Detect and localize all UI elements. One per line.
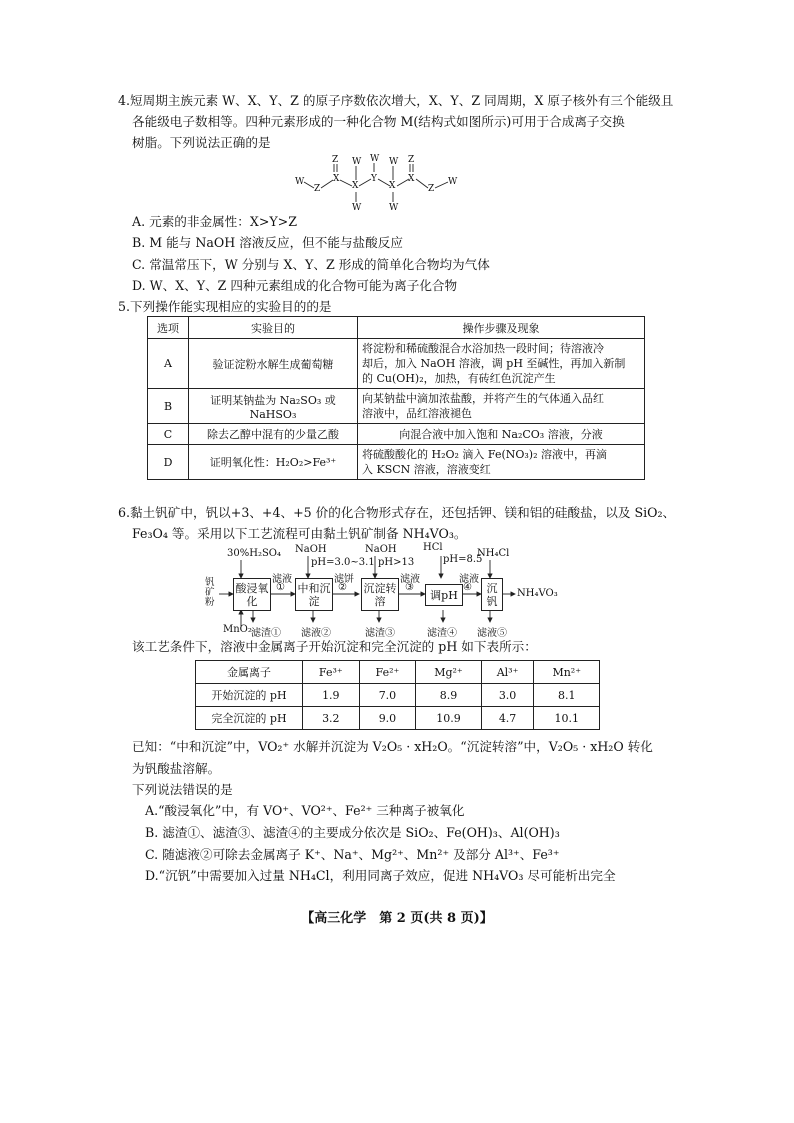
flow-reagent-5: NH₄Cl xyxy=(477,548,510,559)
flow-label: ① xyxy=(276,582,285,593)
table-cell: 10.9 xyxy=(416,707,481,730)
flow-condition-3: pH=8.5 xyxy=(443,554,483,565)
page-footer: 【高三化学 第 2 页(共 8 页)】 xyxy=(301,911,493,926)
flow-box-precipitate-v: 沉钒 xyxy=(481,578,503,611)
q6-ph-table xyxy=(195,660,600,730)
q5-opt: B xyxy=(148,389,189,424)
table-cell: Al³⁺ xyxy=(481,661,534,684)
flow-below-residue-3: 滤渣③ xyxy=(365,628,395,639)
q6-ask: 下列说法错误的是 xyxy=(132,782,233,797)
q5-header-aim: 实验目的 xyxy=(189,317,358,339)
table-cell: Fe²⁺ xyxy=(359,661,416,684)
table-cell: 8.9 xyxy=(416,684,481,707)
flow-product: NH₄VO₃ xyxy=(517,588,558,599)
table-row xyxy=(148,389,645,424)
q5-header-option: 选项 xyxy=(148,317,189,339)
q6-known-line-2: 为钒酸盐溶解。 xyxy=(132,761,221,776)
table-cell: 完全沉淀的 pH xyxy=(196,707,303,730)
table-cell: 4.7 xyxy=(481,707,534,730)
q6-option-d: D.“沉钒”中需要加入过量 NH₄Cl，利用同离子效应，促进 NH₄VO₃ 尽可能析出完全 xyxy=(145,868,616,883)
q5-aim: 证明某钠盐为 Na₂SO₃ 或 NaHSO₃ xyxy=(189,389,358,424)
table-row xyxy=(196,707,600,730)
flow-reagent-2: NaOH xyxy=(295,544,327,555)
flow-box-neutralize: 中和沉淀 xyxy=(295,578,333,611)
q5-header-ops: 操作步骤及现象 xyxy=(358,317,645,339)
table-cell: 10.1 xyxy=(534,707,600,730)
flow-label: 滤液 xyxy=(459,574,479,585)
q4-option-c: C. 常温常压下，W 分别与 X、Y、Z 形成的简单化合物均为气体 xyxy=(132,257,490,272)
flow-feed: 钒矿粉 xyxy=(205,577,215,608)
q6-stem-line-1: 6.黏土钒矿中，钒以+3、+4、+5 价的化合物形式存在，还包括钾、镁和铝的硅酸盐，以及 SiO₂、 xyxy=(118,505,676,520)
flow-condition-1: pH=3.0~3.1 xyxy=(311,557,375,568)
flow-reagent-3: NaOH xyxy=(365,544,397,555)
flow-label: ③ xyxy=(405,582,414,593)
q4-stem-line-2: 各能级电子数相等。四种元素形成的一种化合物 M(结构式如图所示)可用于合成离子交换 xyxy=(132,114,625,129)
atom-x: X xyxy=(333,174,340,184)
q5-ops xyxy=(358,445,645,480)
q4-option-a: A. 元素的非金属性：X>Y>Z xyxy=(132,214,297,229)
table-row xyxy=(148,445,645,480)
flow-label: ④ xyxy=(463,582,472,593)
flow-below-residue-1: 滤渣① xyxy=(251,628,281,639)
flow-box-acid-leach: 酸浸氧化 xyxy=(233,578,271,611)
q4-option-b: B. M 能与 NaOH 溶液反应，但不能与盐酸反应 xyxy=(132,235,403,250)
table-cell: 1.9 xyxy=(303,684,360,707)
flow-below-filtrate-2: 滤液② xyxy=(301,628,331,639)
q5-ops xyxy=(358,389,645,424)
atom-z: Z xyxy=(408,155,415,165)
q6-flow-diagram xyxy=(205,542,585,639)
table-cell: Mg²⁺ xyxy=(416,661,481,684)
flow-reagent-4: HCl xyxy=(423,542,443,553)
flow-label: 滤液 xyxy=(400,574,420,585)
table-row xyxy=(196,661,600,684)
flow-below-mno2: MnO₂ xyxy=(223,624,252,635)
atom-w: W xyxy=(389,203,399,213)
atom-w: W xyxy=(448,177,458,187)
atom-w: W xyxy=(352,157,362,167)
q5-op-line: 向混合液中加入饱和 Na₂CO₃ 溶液，分液 xyxy=(399,427,603,441)
q5-aim: 验证淀粉水解生成葡萄糖 xyxy=(189,339,358,389)
table-cell: 9.0 xyxy=(359,707,416,730)
atom-z: Z xyxy=(428,184,435,194)
flow-box-redissolve: 沉淀转溶 xyxy=(361,578,399,611)
q5-table xyxy=(147,316,645,480)
q4-stem-line-1: 4.短周期主族元素 W、X、Y、Z 的原子序数依次增大，X、Y、Z 同周期，X 原子核外有三个能级且 xyxy=(118,93,674,108)
atom-w: W xyxy=(295,177,305,187)
table-cell: 8.1 xyxy=(534,684,600,707)
q4-stem-line-3: 树脂。下列说法正确的是 xyxy=(132,135,271,150)
atom-w: W xyxy=(370,154,380,164)
q5-ops xyxy=(358,339,645,389)
atom-y: Y xyxy=(371,174,377,184)
flow-label: 滤饼 xyxy=(334,574,354,585)
table-cell: Fe³⁺ xyxy=(303,661,360,684)
atom-x: X xyxy=(389,181,396,191)
q6-known-line-1: 已知：“中和沉淀”中，VO₂⁺ 水解并沉淀为 V₂O₅ · xH₂O。“沉淀转溶”中，V₂O₅ · xH₂O 转化 xyxy=(132,739,653,754)
q5-ops xyxy=(358,424,645,445)
table-row xyxy=(196,684,600,707)
q6-table-intro: 该工艺条件下，溶液中金属离子开始沉淀和完全沉淀的 pH 如下表所示： xyxy=(132,639,537,654)
q5-op-line: 的 Cu(OH)₂，加热，有砖红色沉淀产生 xyxy=(362,372,556,385)
q5-opt: D xyxy=(148,445,189,480)
table-cell: 金属离子 xyxy=(196,661,303,684)
table-cell: 7.0 xyxy=(359,684,416,707)
q4-structure-diagram xyxy=(290,152,470,218)
q5-aim: 证明氧化性：H₂O₂>Fe³⁺ xyxy=(189,445,358,480)
q5-op-line: 将硫酸酸化的 H₂O₂ 滴入 Fe(NO₃)₂ 溶液中，再滴 xyxy=(362,448,608,461)
atom-w: W xyxy=(389,157,399,167)
flow-label: 滤液 xyxy=(272,574,292,585)
q5-opt: C xyxy=(148,424,189,445)
q5-opt: A xyxy=(148,339,189,389)
q6-option-c: C. 随滤液②可除去金属离子 K⁺、Na⁺、Mg²⁺、Mn²⁺ 及部分 Al³⁺、Fe³⁺ xyxy=(145,847,560,862)
q5-op-line: 入 KSCN 溶液，溶液变红 xyxy=(362,463,491,476)
table-row xyxy=(148,339,645,389)
q6-option-a: A.“酸浸氧化”中，有 VO⁺、VO²⁺、Fe²⁺ 三种离子被氧化 xyxy=(145,803,465,818)
atom-w: W xyxy=(352,203,362,213)
q5-stem: 5.下列操作能实现相应的实验目的的是 xyxy=(118,299,332,314)
table-cell: Mn²⁺ xyxy=(534,661,600,684)
table-cell: 3.2 xyxy=(303,707,360,730)
flow-box-adjust-ph: 调pH xyxy=(425,584,463,606)
flow-below-residue-4: 滤渣④ xyxy=(427,628,457,639)
flow-reagent-1: 30%H₂SO₄ xyxy=(227,548,282,559)
q5-op-line: 将淀粉和稀硫酸混合水浴加热一段时间；待溶液冷 xyxy=(362,342,604,355)
table-cell: 3.0 xyxy=(481,684,534,707)
q6-option-b: B. 滤渣①、滤渣③、滤渣④的主要成分依次是 SiO₂、Fe(OH)₃、Al(OH)₃ xyxy=(145,825,560,840)
q6-stem-line-2: Fe₃O₄ 等。采用以下工艺流程可由黏土钒矿制备 NH₄VO₃。 xyxy=(132,526,467,541)
flow-below-filtrate-5: 滤液⑤ xyxy=(477,628,507,639)
q4-option-d: D. W、X、Y、Z 四种元素组成的化合物可能为离子化合物 xyxy=(132,278,458,293)
atom-z: Z xyxy=(314,184,321,194)
table-row xyxy=(148,424,645,445)
atom-x: X xyxy=(352,181,359,191)
q5-op-line: 向某钠盐中滴加浓盐酸，并将产生的气体通入品红 xyxy=(362,392,604,405)
table-cell: 开始沉淀的 pH xyxy=(196,684,303,707)
q5-aim: 除去乙醇中混有的少量乙酸 xyxy=(189,424,358,445)
flow-label: ② xyxy=(338,582,347,593)
flow-condition-2: pH>13 xyxy=(378,557,415,568)
atom-x: X xyxy=(408,174,415,184)
q5-op-line: 溶液中，品红溶液褪色 xyxy=(362,407,472,420)
atom-z: Z xyxy=(332,155,339,165)
q5-op-line: 却后，加入 NaOH 溶液，调 pH 至碱性，再加入新制 xyxy=(362,357,626,370)
